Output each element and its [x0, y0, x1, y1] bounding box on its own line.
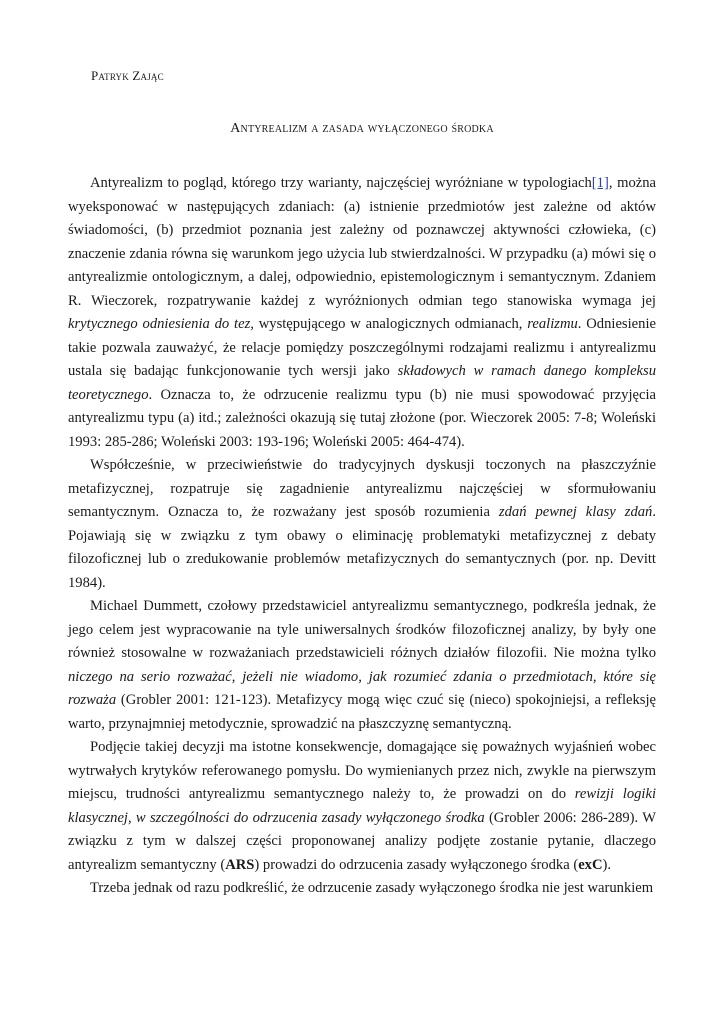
emphasis: składowych w ramach danego kompleksu teoretycznego: [68, 363, 656, 403]
emphasis: niczego na serio rozważać, jeżeli nie wiadomo, jak rozumieć zdania o przedmiotach, które się rozważa: [68, 668, 656, 708]
paragraph-5: Trzeba jednak od razu podkreślić, że odrzucenie zasady wyłączonego środka nie jest warunkiem: [90, 880, 654, 896]
abbreviation-exc: exC: [578, 856, 603, 873]
emphasis: zdań pewnej klasy zdań: [498, 504, 653, 520]
paragraph-1: Antyrealizm to pogląd, którego trzy warianty, najczęściej wyróżniane w typologiach[1], można wyeksponować w następujących zdaniach: (a) istnienie przedmiotów jest zależne od aktów świadomości, (b) przedmiot poznania jest zależny od poznawczej aktywności człowieka, (c) znaczenie zdania równa się warunkom jego użycia lub stwierdzalności. W przypadku (a) mówi się o antyrealizmie ontologicznym, a dalej, odpowiednio, epistemologicznym i semantycznym. Zdaniem R. Wieczorek, rozpatrywanie każdej z wyróżnionych odmian tego stanowiska wymaga jej krytycznego odniesienia do tez, występującego w analogicznych odmianach, realizmu. Odniesienie takie pozwala zauważyć, że relacje pomiędzy poszczególnymi rodzajami realizmu i antyrealizmu ustala się badając funkcjonowanie tych wersji jako składowych w ramach danego kompleksu teoretycznego. Oznacza to, że odrzucenie realizmu typu (b) nie musi spowodować przyjęcia antyrealizmu typu (a) itd.; zależności okazują się tutaj złożone (por. Wieczorek 2005: 7-8; Woleński 1993: 285-286; Woleński 2003: 193-196; Woleński 2005: 464-474).: [68, 175, 656, 450]
paragraph-4: Podjęcie takiej decyzji ma istotne konsekwencje, domagające się poważnych wyjaśnień wobec wytrwałych krytyków referowanego pomysłu. Do wymienianych przez nich, zwykle na pierwszym miejscu, trudności antyrealizmu semantycznego należy to, że prowadzi on do rewizji logiki klasycznej, w szczególności do odrzucenia zasady wyłączonego środka (Grobler 2006: 286-289). W związku z tym w dalszej części proponowanej analizy podjęte zostanie pytanie, dlaczego antyrealizm semantyczny (ARS) prowadzi do odrzucenia zasady wyłączonego środka (exC).: [68, 739, 657, 873]
footnote-link-1[interactable]: [1]: [591, 175, 609, 191]
article-body: [68, 172, 656, 901]
emphasis: krytycznego odniesienia do tez,: [68, 316, 254, 332]
emphasis: rewizji logiki klasycznej, w szczególności do odrzucenia zasady wyłączonego środka: [68, 786, 657, 826]
paragraph-2: Współcześnie, w przeciwieństwie do tradycyjnych dyskusji toczonych na płaszczyźnie metafizycznej, rozpatruje się zagadnienie antyrealizmu najczęściej w sformułowaniu semantycznym. Oznacza to, że rozważany jest sposób rozumienia zdań pewnej klasy zdań. Pojawiają się w związku z tym obawy o eliminację problematyki metafizycznej z debaty filozoficznej lub o zredukowanie problemów metafizycznych do semantycznych (por. np. Devitt 1984).: [68, 457, 657, 591]
paragraph-3: Michael Dummett, czołowy przedstawiciel antyrealizmu semantycznego, podkreśla jednak, że jego celem jest wypracowanie na tyle uniwersalnych środków filozoficznej analizy, by były one również stosowalne w rozważaniach przedstawicieli różnych działów filozofii. Nie można tylko niczego na serio rozważać, jeżeli nie wiadomo, jak rozumieć zdania o przedmiotach, które się rozważa (Grobler 2001: 121-123). Metafizycy mogą więc czuć się (nieco) spokojniejsi, a refleksję warto, przynajmniej metodycznie, sprowadzić na płaszczyznę semantyczną.: [68, 598, 656, 732]
author-name: Patryk Zając: [91, 68, 164, 83]
emphasis: realizmu: [527, 316, 578, 332]
article-title: Antyrealizm a zasada wyłączonego środka: [230, 121, 494, 136]
abbreviation-ars: ARS: [225, 856, 255, 873]
